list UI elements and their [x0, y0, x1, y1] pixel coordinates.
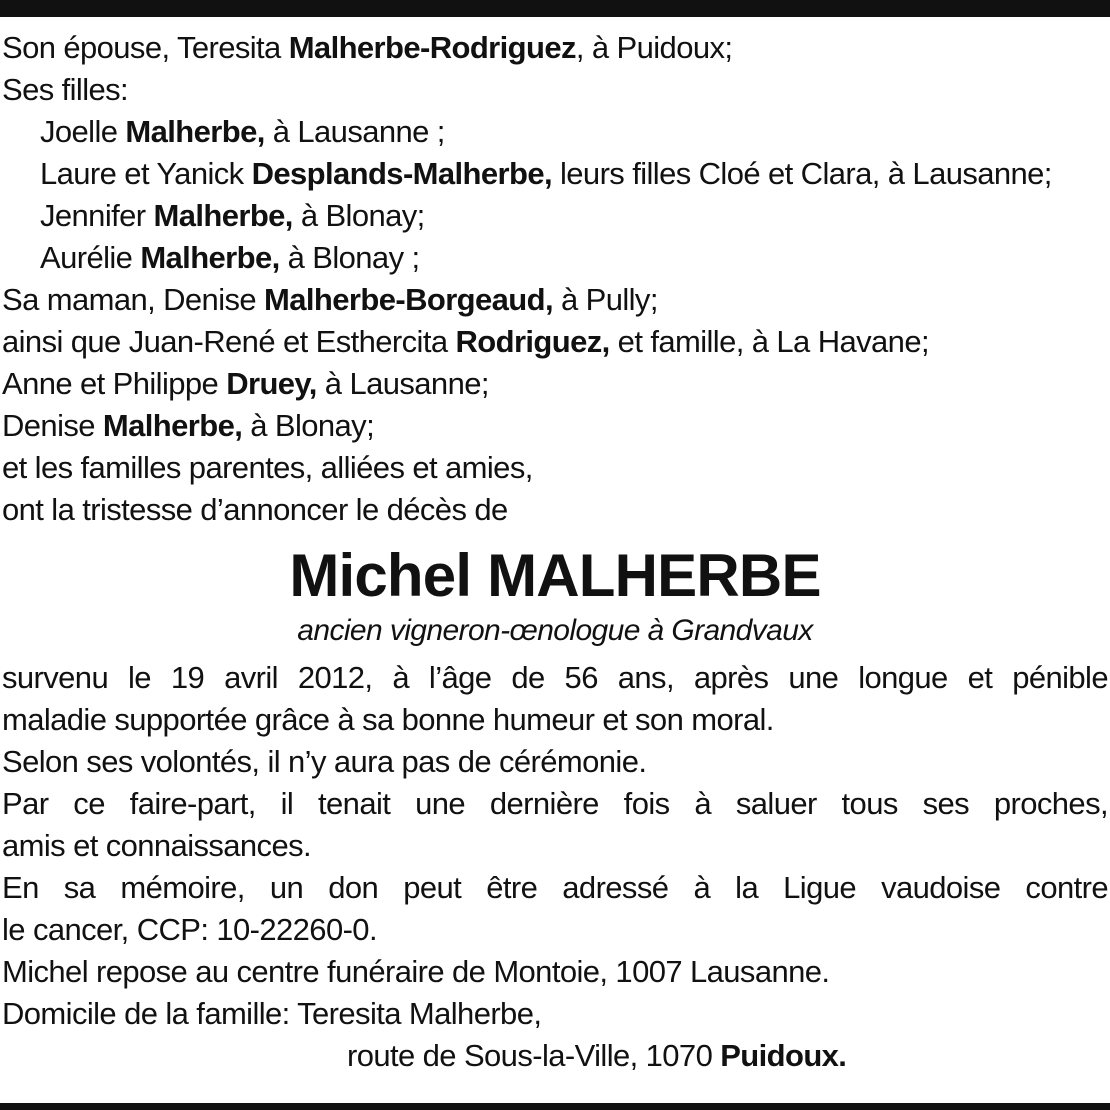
family-line-daughter-joelle: [2, 111, 1108, 153]
family-line-mother: [2, 279, 1108, 321]
text: Joelle: [40, 114, 126, 149]
body-line-ccp: le cancer, CCP: 10-22260-0.: [2, 912, 377, 947]
family-line-daughter-jennifer: [2, 195, 1108, 237]
obituary-notice: [2, 27, 1108, 1077]
bottom-rule: [0, 1103, 1110, 1110]
text: leurs filles Cloé et Clara, à Lausanne;: [551, 156, 1052, 191]
bold-name: Malherbe,: [140, 240, 280, 275]
text: route de Sous-la-Ville, 1070: [347, 1038, 721, 1073]
deceased-name: Michel MALHERBE: [289, 542, 821, 609]
text: Jennifer: [40, 198, 154, 233]
body-line-family-home: Domicile de la famille: Teresita Malherbe,: [2, 996, 542, 1031]
text: et famille, à La Havane;: [609, 324, 929, 359]
bold-name: Malherbe-Rodriguez: [288, 30, 576, 65]
family-line-daughters-heading: Ses filles:: [2, 72, 129, 107]
text: Sa maman, Denise: [2, 282, 265, 317]
bold-place: Puidoux.: [720, 1038, 847, 1073]
bold-name: Malherbe,: [102, 408, 243, 443]
bold-name: Desplands-Malherbe,: [251, 156, 552, 191]
text: Anne et Philippe: [2, 366, 227, 401]
text: ainsi que Juan-René et Esthercita: [2, 324, 456, 359]
body-line-friends: amis et connaissances.: [2, 828, 312, 863]
top-rule: [0, 0, 1110, 17]
text: Aurélie: [40, 240, 141, 275]
body-line-ceremony: Selon ses volontés, il n’y aura pas de cérémonie.: [2, 744, 647, 779]
family-line-denise: [2, 405, 1108, 447]
text: à Blonay ;: [279, 240, 420, 275]
body-line-donation: En sa mémoire, un don peut être adressé à la Ligue vaudoise contre: [2, 870, 1108, 905]
body-line-date: survenu le 19 avril 2012, à l’âge de 56 ans, après une longue et pénible: [2, 660, 1108, 695]
family-line-rodriguez: [2, 321, 1108, 363]
family-line-spouse: [2, 27, 1108, 69]
bold-name: Malherbe-Borgeaud,: [264, 282, 553, 317]
text: Denise: [2, 408, 103, 443]
bold-name: Rodriguez,: [455, 324, 610, 359]
text: , à Puidoux;: [575, 30, 733, 65]
announcement-line: ont la tristesse d’annoncer le décès de: [2, 492, 508, 527]
family-line-relatives: et les familles parentes, alliées et amies,: [2, 450, 533, 485]
family-line-daughter-laure: [2, 153, 1108, 195]
text: à Blonay;: [292, 198, 425, 233]
text: Laure et Yanick: [40, 156, 252, 191]
text: Son épouse, Teresita: [2, 30, 289, 65]
family-line-druey: [2, 363, 1108, 405]
text: à Pully;: [552, 282, 658, 317]
deceased-title: ancien vigneron-œnologue à Grandvaux: [297, 614, 813, 647]
family-line-daughter-aurelie: [2, 237, 1108, 279]
bold-name: Malherbe,: [125, 114, 265, 149]
body-line-address: [2, 1035, 1108, 1077]
bold-name: Druey,: [226, 366, 317, 401]
body-line-farewell: Par ce faire-part, il tenait une dernière fois à saluer tous ses proches,: [2, 786, 1108, 821]
text: à Lausanne;: [316, 366, 489, 401]
body-line-funeral-center: Michel repose au centre funéraire de Montoie, 1007 Lausanne.: [2, 954, 830, 989]
body-line-illness: maladie supportée grâce à sa bonne humeur et son moral.: [2, 702, 774, 737]
text: à Lausanne ;: [264, 114, 445, 149]
text: à Blonay;: [242, 408, 375, 443]
bold-name: Malherbe,: [153, 198, 293, 233]
